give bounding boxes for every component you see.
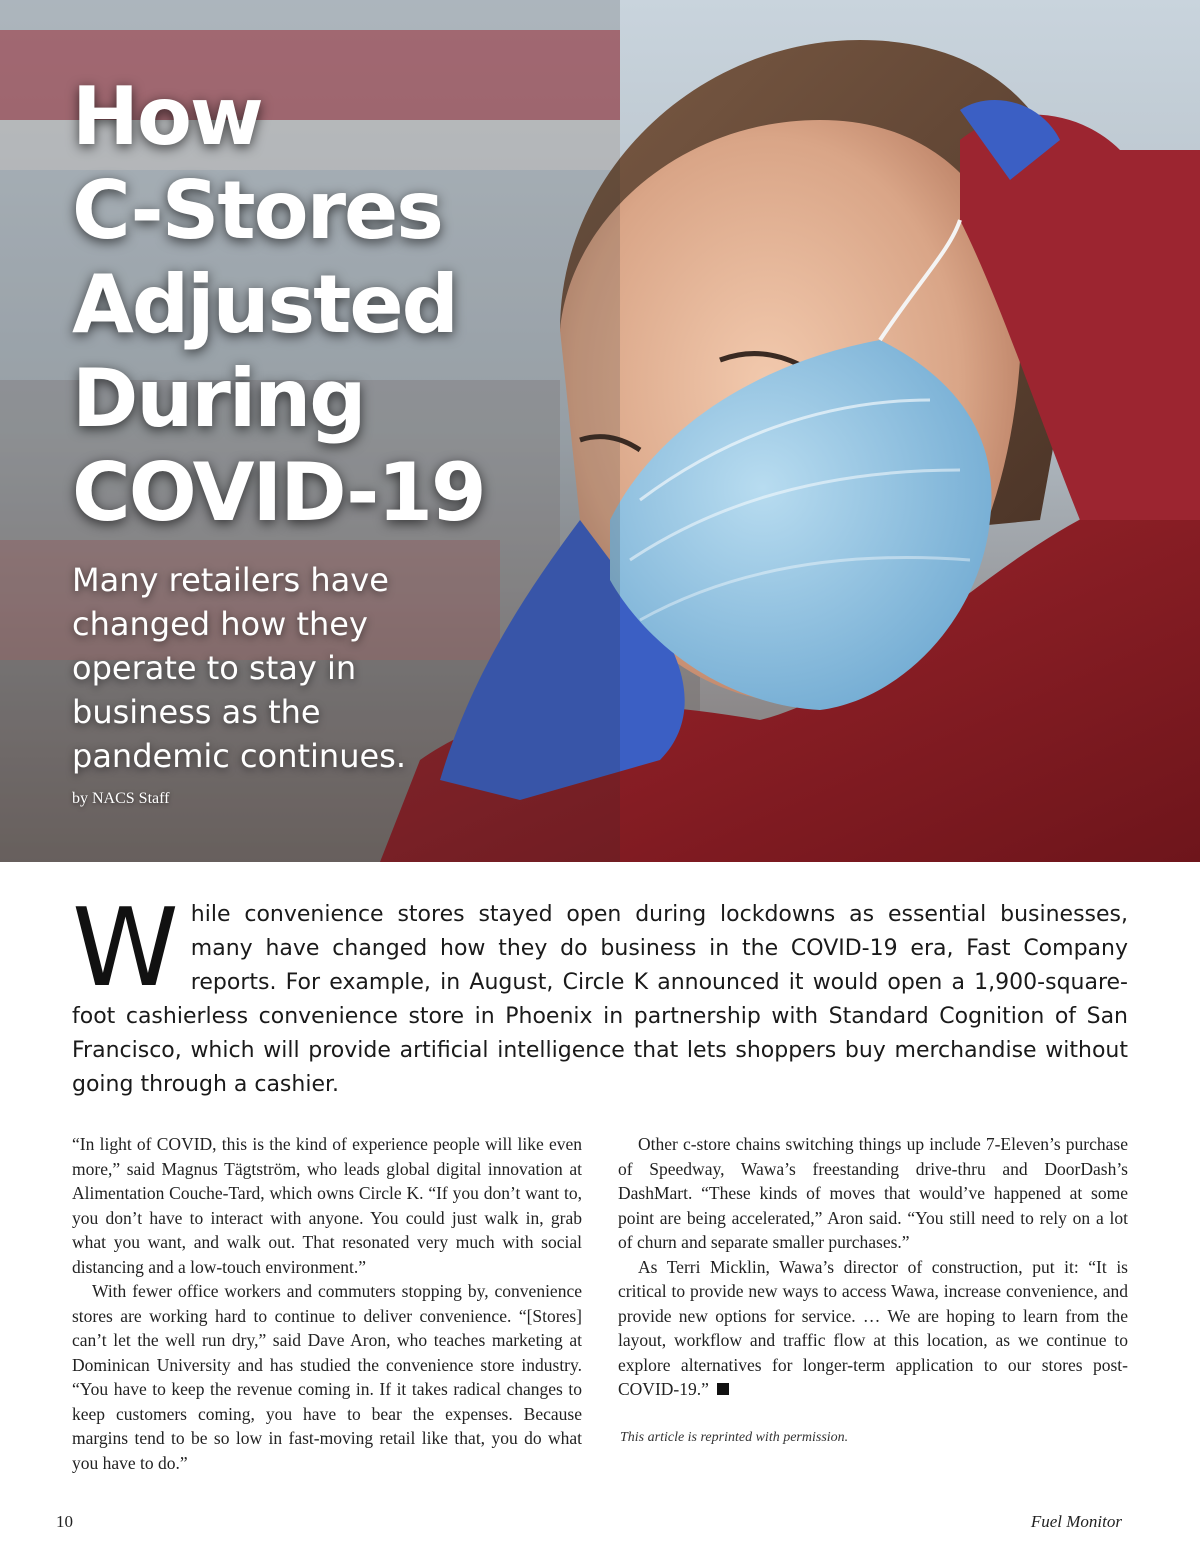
body-paragraph-text: As Terri Micklin, Wawa’s director of construction, put it: “It is critical to provide new ways to access Wawa, increase convenience, and provide new options for service. … We are hoping to learn from the layout, workflow and traffic flow at this location, as we continue to explore alternatives for longer-term application to our stores post-COVID-19.”	[618, 1256, 1128, 1399]
drop-cap: W	[72, 886, 179, 1011]
headline-line: Adjusted	[72, 258, 457, 351]
byline: by NACS Staff	[72, 790, 170, 807]
lead-text: hile convenience stores stayed open during lockdowns as essential businesses, many have changed how they do business in the COVID-19 era, Fast Company reports. For example, in August, Circle K announced it would open a 1,900-square-foot cashierless convenience store in Phoenix in partnership with Standard Cognition of San Francisco, which will provide artificial intelligence that lets shoppers buy merchandise without going through a cashier.	[72, 902, 1128, 1097]
body-column-right	[618, 1132, 1128, 1402]
headline-line: C-Stores	[72, 164, 442, 257]
body-paragraph	[618, 1255, 1128, 1402]
hero-text-block	[72, 70, 552, 808]
page-number: 10	[56, 1512, 73, 1531]
lead-paragraph	[72, 886, 1128, 1102]
body-paragraph: “In light of COVID, this is the kind of experience people will like even more,” said Magnus Tägtström, who leads global digital innovation at Alimentation Couche-Tard, which owns Circle K. “If you don’t want to, you don’t have to interact with anyone. You could just walk in, grab what you want, and walk out. That resonated very much with social distancing and a low-touch environment.”	[72, 1134, 582, 1277]
end-mark-icon	[717, 1383, 729, 1395]
headline-line: How	[72, 70, 262, 163]
headline-line: During	[72, 352, 365, 445]
headline	[72, 70, 552, 540]
headline-line: COVID-19	[72, 446, 485, 539]
deck-subtitle: Many retailers have changed how they operate to stay in business as the pandemic continues.	[72, 561, 407, 775]
body-paragraph: With fewer office workers and commuters stopping by, convenience stores are working hard to continue to deliver convenience. “[Stores] can’t let the well run dry,” said Dave Aron, who teaches marketing at Dominican University and has studied the convenience store industry. “You have to keep the revenue coming in. If it takes radical changes to keep customers coming, you have to bear the expenses. Because margins tend to be so low in fast-moving retail like that, you do what you have to do.”	[72, 1281, 582, 1473]
publication-name: Fuel Monitor	[1030, 1512, 1122, 1531]
permission-note: This article is reprinted with permission.	[620, 1430, 849, 1445]
body-column-left	[72, 1132, 582, 1475]
body-paragraph: Other c-store chains switching things up include 7-Eleven’s purchase of Speedway, Wawa’s freestanding drive-thru and DoorDash’s DashMart. “These kinds of moves that would’ve happened at some point are being accelerated,” Aron said. “You still need to rely on a lot of churn and separate smaller purchases.”	[618, 1134, 1128, 1252]
